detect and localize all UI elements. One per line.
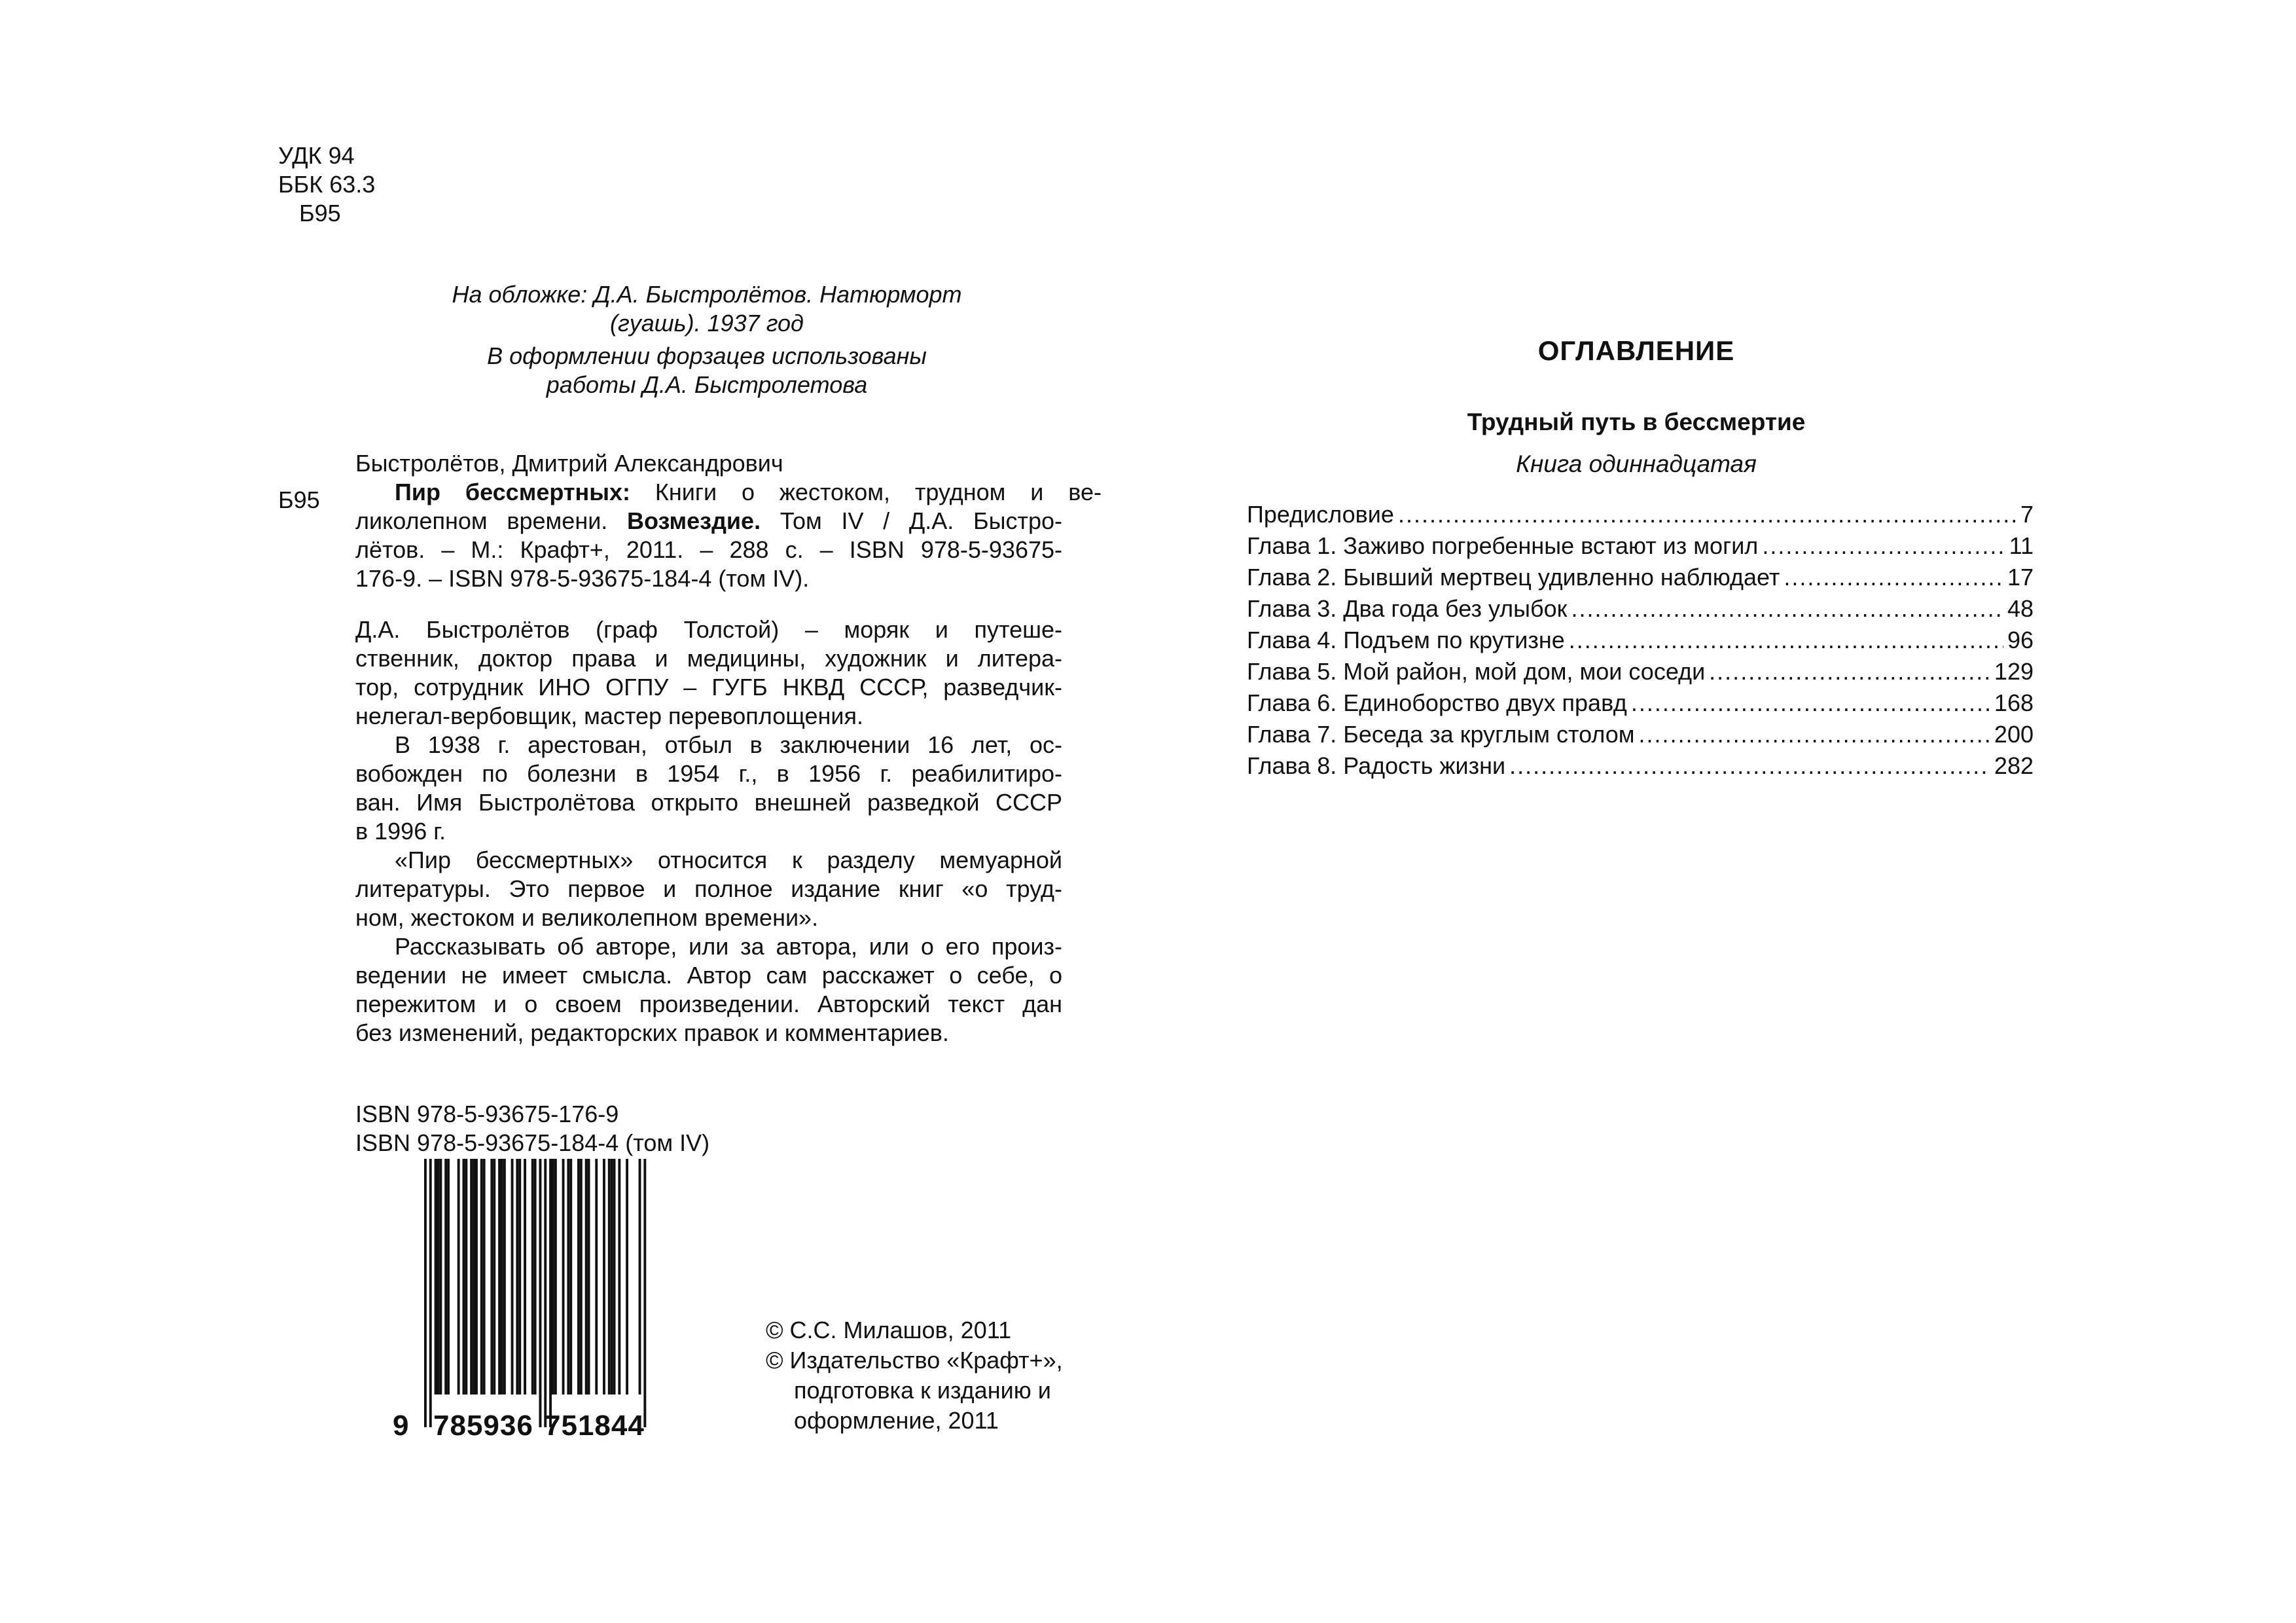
copyright-line: подготовка к изданию и: [794, 1377, 1051, 1404]
barcode-bar: [465, 1159, 467, 1395]
barcode-bar: [626, 1159, 628, 1395]
contents-item[interactable]: [1247, 719, 2034, 750]
barcode-bar: [554, 1159, 557, 1395]
contents-item[interactable]: [1247, 750, 2034, 782]
barcode-bar: [611, 1159, 613, 1395]
annotation-line: «Пир бессмертных» относится к разделу мемуарной: [395, 847, 1062, 873]
annotation-line: ственник, доктор права и медицины, художник и литера-: [355, 645, 1062, 672]
cover-note-line: (гуашь). 1937 год: [610, 310, 804, 337]
barcode-bar: [511, 1159, 514, 1395]
annotation-line: ведении не имеет смысла. Автор сам расскажет о себе, о: [355, 962, 1062, 989]
barcode-bar: [544, 1159, 547, 1427]
barcode-bar: [480, 1159, 483, 1395]
dot-leader: [1784, 562, 2003, 593]
barcode-bar: [524, 1159, 526, 1395]
record-cutter: Б95: [278, 486, 320, 513]
contents-item-page: 282: [1994, 752, 2034, 779]
barcode-bar: [463, 1159, 465, 1395]
contents-heading: ОГЛАВЛЕНИЕ: [1537, 335, 1735, 366]
barcode-bar: [473, 1159, 475, 1395]
barcode-bar: [435, 1159, 437, 1395]
annotation-line: Д.А. Быстролётов (граф Толстой) – моряк и путеше-: [355, 616, 1062, 643]
annotation-line: Рассказывать об авторе, или за автора, или о его произ-: [395, 933, 1062, 960]
barcode-bar: [493, 1159, 495, 1395]
barcode-bar: [549, 1159, 552, 1427]
barcode-bar: [429, 1159, 432, 1427]
copyright-line: © С.С. Милашов, 2011: [766, 1317, 1012, 1343]
annotation-line: в 1996 г.: [355, 818, 446, 845]
dot-leader: [1762, 530, 2005, 562]
annotation-line: пережитом и о своем произведении. Авторский текст дан: [355, 991, 1062, 1017]
contents-item-title: Глава 4. Подъем по крутизне: [1247, 627, 1565, 653]
contents-item[interactable]: [1247, 562, 2034, 593]
contents-item-page: 7: [2020, 501, 2034, 528]
barcode-bar: [518, 1159, 521, 1395]
barcode-bar: [457, 1159, 460, 1395]
dot-leader: [1639, 719, 1990, 750]
annotation-line: нелегал-вербовщик, мастер перевоплощения.: [355, 702, 863, 729]
contents-list: [1247, 499, 2034, 782]
barcode-bar: [585, 1159, 588, 1395]
record-line: [355, 478, 1102, 507]
barcode-bar: [562, 1159, 565, 1395]
isbn-barcode: [393, 1159, 668, 1447]
barcode-bar: [618, 1159, 620, 1395]
barcode-bar: [437, 1159, 440, 1395]
record-text: Том IV / Д.А. Быстро-: [761, 507, 1062, 534]
contents-item[interactable]: [1247, 499, 2034, 530]
barcode-bar: [444, 1159, 447, 1395]
contents-book-subtitle: Книга одиннадцатая: [1516, 450, 1757, 477]
contents-item-title: Глава 7. Беседа за круглым столом: [1247, 721, 1635, 748]
copyright-line: © Издательство «Крафт+»,: [766, 1347, 1063, 1374]
barcode-bar: [503, 1159, 506, 1395]
annotation-line: без изменений, редакторских правок и комментариев.: [355, 1019, 949, 1046]
barcode-bar: [516, 1159, 518, 1395]
contents-item[interactable]: [1247, 593, 2034, 625]
contents-item-title: Глава 3. Два года без улыбок: [1247, 595, 1568, 622]
annotation-line: ном, жестоком и великолепном времени».: [355, 904, 819, 931]
contents-item[interactable]: [1247, 530, 2034, 562]
contents-item-title: Глава 8. Радость жизни: [1247, 752, 1506, 779]
annotation-line: вобожден по болезни в 1954 г., в 1956 г. реабилитиро-: [355, 760, 1062, 787]
copyright-line: оформление, 2011: [794, 1407, 999, 1434]
record-title: Пир бессмертных:: [395, 479, 630, 505]
contents-item-title: Предисловие: [1247, 501, 1394, 528]
record-subtitle: Возмездие.: [627, 507, 761, 534]
barcode-bar: [580, 1159, 583, 1395]
barcode-bar: [577, 1159, 580, 1395]
dot-leader: [1398, 499, 2017, 530]
contents-item-page: 129: [1994, 658, 2034, 685]
barcode-bar: [424, 1159, 427, 1427]
record-text: Книги о жестоком, трудном и ве-: [630, 479, 1102, 505]
barcode-bar: [608, 1159, 611, 1395]
barcode-bar: [483, 1159, 486, 1395]
contents-item[interactable]: [1247, 687, 2034, 719]
record-text: ликолепном времени.: [355, 507, 628, 534]
barcode-bar: [534, 1159, 537, 1395]
contents-item-title: Глава 6. Единоборство двух правд: [1247, 689, 1627, 716]
barcode-bar: [470, 1159, 473, 1395]
barcode-bar: [447, 1159, 450, 1395]
contents-item[interactable]: [1247, 656, 2034, 687]
barcode-digits-right: 751844: [545, 1410, 645, 1442]
annotation-line: ван. Имя Быстролётова открыто внешней разведкой СССР: [355, 789, 1062, 816]
record-line: 176-9. – ISBN 978-5-93675-184-4 (том IV).: [355, 565, 810, 592]
contents-book-title: Трудный путь в бессмертие: [1467, 409, 1806, 435]
barcode-bar: [613, 1159, 616, 1395]
barcode-bar: [569, 1159, 572, 1395]
contents-item[interactable]: [1247, 625, 2034, 656]
bbk-code: ББК 63.3: [278, 171, 376, 198]
barcode-bars: [424, 1159, 646, 1427]
barcode-bar: [643, 1159, 646, 1427]
isbn-line: ISBN 978-5-93675-184-4 (том IV): [355, 1129, 710, 1156]
barcode-bar: [475, 1159, 478, 1395]
record-line: лётов. – М.: Крафт+, 2011. – 288 с. – ISBN 978-5-93675-: [355, 536, 1062, 563]
endpaper-note-line: работы Д.А. Быстролетова: [546, 371, 868, 398]
record-author: Быстролётов, Дмитрий Александрович: [355, 450, 783, 477]
barcode-bar: [595, 1159, 598, 1395]
dot-leader: [1571, 593, 2003, 625]
barcode-bar: [501, 1159, 503, 1395]
contents-item-page: 48: [2007, 595, 2034, 622]
record-line: [355, 507, 1062, 536]
endpaper-note-line: В оформлении форзацев использованы: [487, 342, 927, 369]
barcode-bar: [498, 1159, 501, 1395]
dot-leader: [1631, 687, 1990, 719]
cutter-code: Б95: [299, 200, 341, 227]
annotation-line: литературы. Это первое и полное издание книг «о труд-: [355, 875, 1062, 902]
barcode-bar: [567, 1159, 569, 1395]
annotation-line: тор, сотрудник ИНО ОГПУ – ГУГБ НКВД СССР, разведчик-: [355, 674, 1062, 701]
annotation-line: В 1938 г. арестован, отбыл в заключении 16 лет, ос-: [395, 731, 1062, 758]
barcode-bar: [539, 1159, 542, 1427]
udk-code: УДК 94: [278, 142, 355, 169]
dot-leader: [1709, 656, 1990, 687]
contents-item-page: 200: [1994, 721, 2034, 748]
cover-note-line: На обложке: Д.А. Быстролётов. Натюрморт: [452, 281, 962, 308]
barcode-digits-left: 785936: [433, 1410, 533, 1442]
barcode-bar: [603, 1159, 605, 1395]
contents-item-title: Глава 1. Заживо погребенные встают из могил: [1247, 532, 1759, 559]
dot-leader: [1569, 625, 2003, 656]
contents-item-page: 168: [1994, 689, 2034, 716]
barcode-bar: [490, 1159, 493, 1395]
dot-leader: [1509, 750, 1990, 782]
contents-item-title: Глава 2. Бывший мертвец удивленно наблюдает: [1247, 564, 1780, 591]
contents-item-page: 11: [2009, 532, 2034, 559]
barcode-bar: [531, 1159, 534, 1395]
isbn-line: ISBN 978-5-93675-176-9: [355, 1101, 619, 1127]
barcode-bar: [552, 1159, 554, 1395]
contents-item-title: Глава 5. Мой район, мой дом, мои соседи: [1247, 658, 1706, 685]
contents-item-page: 96: [2007, 627, 2034, 653]
barcode-bar: [439, 1159, 442, 1395]
barcode-digit-prefix: 9: [393, 1410, 409, 1442]
contents-item-page: 17: [2007, 564, 2034, 591]
barcode-bar: [639, 1159, 641, 1395]
barcode-bar: [588, 1159, 590, 1395]
